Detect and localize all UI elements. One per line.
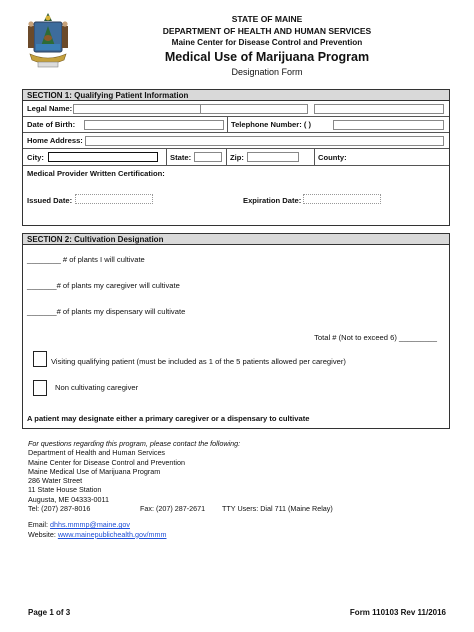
contact-line: Maine Medical Use of Marijuana Program — [28, 466, 161, 476]
city-field[interactable] — [48, 152, 158, 162]
divider — [314, 149, 315, 165]
dob-label: Date of Birth: — [27, 120, 76, 129]
email-row — [28, 520, 240, 529]
divider — [227, 117, 228, 132]
website-label: Website: — [28, 529, 56, 539]
legal-name-label: Legal Name: — [27, 104, 73, 113]
website-row — [28, 530, 240, 539]
state-heading: STATE OF MAINE — [231, 14, 303, 24]
non-cultivating-caregiver-label: Non cultivating caregiver — [55, 383, 139, 392]
contact-info — [28, 439, 333, 539]
divider — [166, 149, 167, 165]
legal-name-row — [23, 101, 449, 117]
telephone-field[interactable] — [333, 120, 444, 130]
phone-row — [28, 504, 333, 514]
divider — [226, 149, 227, 165]
page-number: Page 1 of 3 — [28, 608, 71, 617]
dob-field[interactable] — [84, 120, 224, 130]
designation-note: A patient may designate either a primary caregiver or a dispensary to cultivate — [27, 414, 310, 423]
total-plants-line: Total # (Not to exceed 6) _________ — [314, 333, 437, 342]
telephone-label: Telephone Number: ( ) — [231, 120, 312, 129]
website-link[interactable]: www.mainepublichealth.gov/mmm — [57, 529, 167, 539]
contact-line: 11 State House Station — [28, 485, 102, 495]
home-address-row — [23, 133, 449, 149]
email-label: Email: — [28, 520, 48, 530]
tty-text: TTY Users: Dial 711 (Maine Relay) — [222, 504, 333, 514]
non-cultivating-caregiver-checkbox[interactable] — [33, 380, 47, 396]
form-title: Designation Form — [231, 67, 303, 77]
certification-label: Medical Provider Written Certification: — [27, 169, 165, 178]
zip-field[interactable] — [247, 152, 299, 162]
program-title: Medical Use of Marijuana Program — [164, 50, 370, 64]
department-heading: DEPARTMENT OF HEALTH AND HUMAN SERVICES — [162, 26, 372, 36]
fax-text: Fax: (207) 287-2671 — [140, 504, 206, 514]
home-address-label: Home Address: — [27, 136, 83, 145]
contact-line: Department of Health and Human Services — [28, 448, 166, 458]
contact-intro: For questions regarding this program, please contact the following: — [28, 439, 241, 448]
last-name-field[interactable] — [200, 104, 308, 114]
contact-line: 286 Water Street — [28, 476, 83, 486]
issued-date-label: Issued Date: — [27, 196, 73, 205]
state-field[interactable] — [194, 152, 222, 162]
contact-line: Augusta, ME 04333-0011 — [28, 494, 109, 504]
visiting-patient-checkbox[interactable] — [33, 351, 47, 367]
county-label: County: — [318, 153, 347, 162]
contact-line: Maine Center for Disease Control and Prevention — [28, 457, 186, 467]
city-state-zip-row — [23, 149, 449, 166]
section-2-title: SECTION 2: Cultivation Designation — [23, 234, 449, 245]
certification-area — [23, 166, 449, 226]
plants-caregiver-cultivate-line: _______# of plants my caregiver will cultivate — [27, 281, 180, 290]
issued-date-field[interactable] — [75, 194, 153, 204]
home-address-field[interactable] — [85, 136, 444, 146]
dob-phone-row — [23, 117, 449, 133]
email-link[interactable]: dhhs.mmmp@maine.gov — [49, 520, 130, 530]
middle-name-field[interactable] — [314, 104, 444, 114]
section-2-cultivation-designation — [22, 233, 450, 429]
zip-label: Zip: — [230, 153, 244, 162]
plants-dispensary-cultivate-line: _______# of plants my dispensary will cultivate — [27, 307, 186, 316]
tel-text: Tel: (207) 287-8016 — [28, 504, 91, 514]
state-label: State: — [170, 153, 192, 162]
city-label: City: — [27, 153, 44, 162]
center-heading: Maine Center for Disease Control and Prevention — [171, 38, 363, 47]
first-name-field[interactable] — [73, 104, 219, 114]
expiration-date-label: Expiration Date: — [243, 196, 302, 205]
form-number: Form 110103 Rev 11/2016 — [349, 608, 446, 617]
plants-i-cultivate-line: ________ # of plants I will cultivate — [27, 255, 145, 264]
expiration-date-field[interactable] — [303, 194, 381, 204]
visiting-patient-label: Visiting qualifying patient (must be included as 1 of the 5 patients allowed per caregiver) — [51, 357, 346, 366]
section-1-qualifying-patient — [22, 89, 450, 226]
section-1-title: SECTION 1: Qualifying Patient Information — [23, 90, 449, 101]
